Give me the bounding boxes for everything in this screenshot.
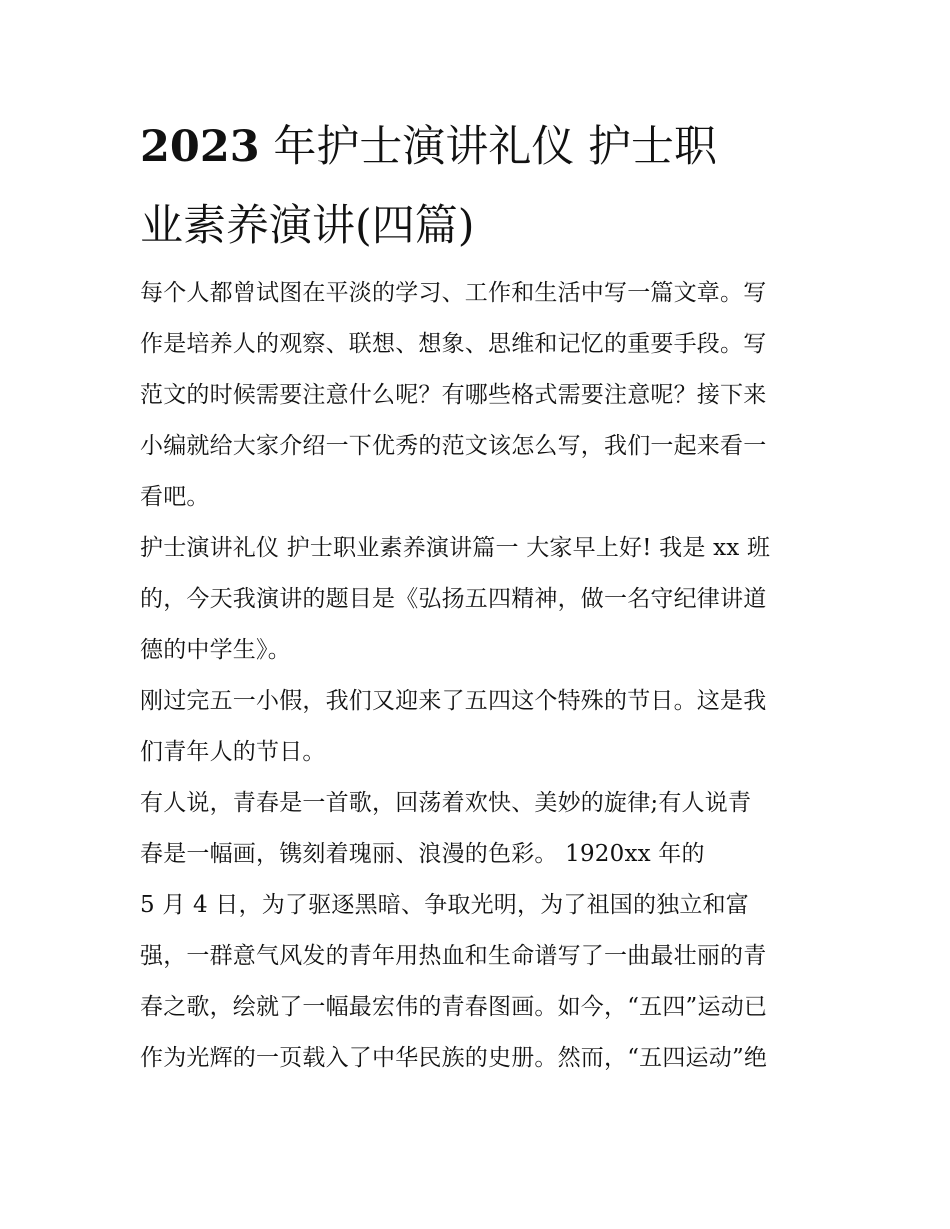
body-line: 强，一群意气风发的青年用热血和生命谱写了一曲最壮丽的青 [140, 943, 767, 969]
body-line: 春之歌，绘就了一幅最宏伟的青春图画。如今，“五四”运动已 [140, 994, 768, 1020]
document-body [140, 268, 820, 1084]
body-line: 护士演讲礼仪 护士职业素养演讲篇一 大家早上好! 我是 xx 班 [140, 535, 771, 561]
body-line: 看吧。 [140, 484, 210, 510]
body-line: 每个人都曾试图在平淡的学习、工作和生活中写一篇文章。写 [140, 280, 767, 306]
title-year: 2023 [140, 122, 260, 172]
body-line: 作为光辉的一页载入了中华民族的史册。然而，“五四运动”绝 [140, 1045, 768, 1071]
body-line: 的，今天我演讲的题目是《弘扬五四精神，做一名守纪律讲道 [140, 586, 767, 612]
body-line: 范文的时候需要注意什么呢？有哪些格式需要注意呢？接下来 [140, 382, 767, 408]
title-line-1: 年护士演讲礼仪 护士职 [259, 122, 718, 172]
body-line: 5 月 4 日，为了驱逐黑暗、争取光明，为了祖国的独立和富 [140, 892, 749, 918]
document-title [140, 108, 780, 266]
title-line-2: 业素养演讲(四篇) [140, 201, 475, 251]
body-line: 们青年人的节日。 [140, 739, 326, 765]
body-line: 有人说，青春是一首歌，回荡着欢快、美妙的旋律;有人说青 [140, 790, 752, 816]
body-line: 刚过完五一小假，我们又迎来了五四这个特殊的节日。这是我 [140, 688, 767, 714]
body-line: 小编就给大家介绍一下优秀的范文该怎么写，我们一起来看一 [140, 433, 767, 459]
body-line: 春是一幅画，镌刻着瑰丽、浪漫的色彩。 1920xx 年的 [140, 841, 705, 867]
body-line: 作是培养人的观察、联想、想象、思维和记忆的重要手段。写 [140, 331, 767, 357]
body-line: 德的中学生》。 [140, 637, 291, 663]
document-page [140, 108, 820, 1084]
